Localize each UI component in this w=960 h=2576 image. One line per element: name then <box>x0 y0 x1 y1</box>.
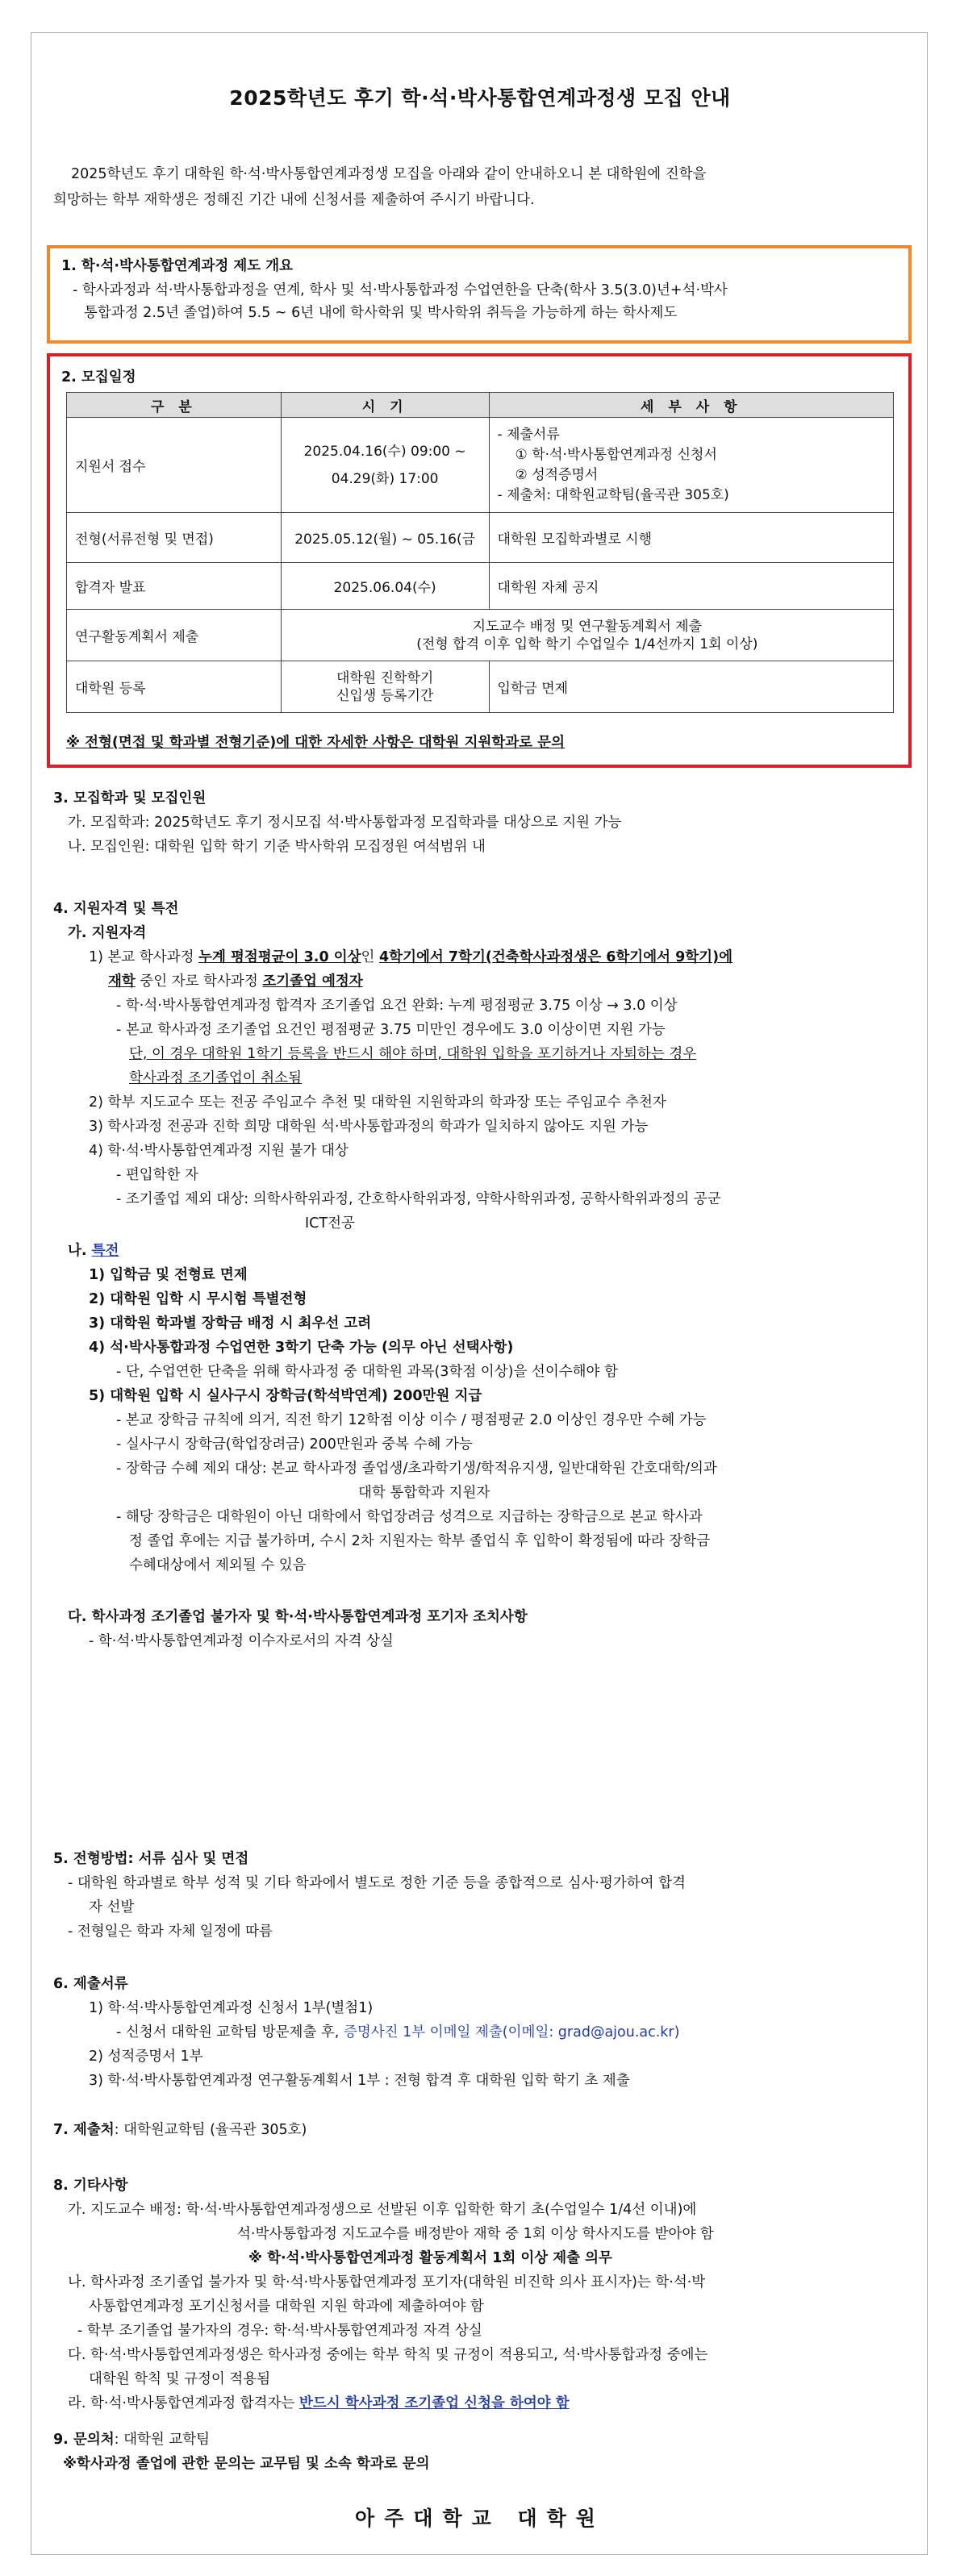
body-line: 정 졸업 후에는 지급 불가하며, 수시 2차 지원자는 학부 졸업식 후 입학이 확정됨에 따라 장학금 <box>129 1533 711 1549</box>
body-line: - 조기졸업 제외 대상: 의학사학위과정, 간호학사학위과정, 약학사학위과정, 공학사학위과정의 공군 <box>116 1191 721 1207</box>
text-run: : 대학원 교학팀 <box>114 2432 211 2448</box>
body-line: 4) 학·석·박사통합연계과정 지원 불가 대상 <box>89 1143 349 1159</box>
section-title: 9. 문의처 <box>53 2432 115 2448</box>
section-schedule-box <box>47 353 912 768</box>
schedule-table <box>66 392 894 713</box>
body-line: - 학·석·박사통합연계과정 합격자 조기졸업 요건 완화: 누계 평점평균 3.75 이상 → 3.0 이상 <box>116 998 678 1014</box>
body-line: - 단, 수업연한 단축을 위해 학사과정 중 대학원 과목(3학점 이상)을 선이수해야 함 <box>116 1364 618 1380</box>
body-line: 1) 입학금 및 전형료 면제 <box>89 1267 248 1283</box>
body-line: ICT전공 <box>305 1215 355 1232</box>
body-line: 사통합연계과정 포기신청서를 대학원 지원 학과에 제출하여야 함 <box>89 2299 484 2315</box>
section-title: 7. 제출처 <box>53 2122 115 2138</box>
subsection-title: 가. 지원자격 <box>68 925 147 941</box>
body-line: 대학원 학칙 및 규정이 적용됨 <box>89 2371 271 2387</box>
body-line <box>53 2118 916 2142</box>
cell-line: - 제출서류 <box>497 426 560 443</box>
body-line: 나. 모집인원: 대학원 입학 학기 기준 박사학위 모집정원 여석범위 내 <box>68 839 486 855</box>
table-cell: 2025.06.04(수) <box>281 563 489 610</box>
body-line <box>53 2428 916 2452</box>
text-run: 조기졸업 예정자 <box>262 973 363 990</box>
table-cell: 연구활동계획서 제출 <box>67 610 282 661</box>
section-eligibility <box>53 897 916 1653</box>
body-line: 3) 학·석·박사통합연계과정 연구활동계획서 1부 : 전형 합격 후 대학원 입학 학기 초 제출 <box>89 2073 630 2089</box>
table-cell: 합격자 발표 <box>67 563 282 610</box>
text-run: 누계 평점평균이 3.0 이상 <box>198 949 361 965</box>
body-line: 3) 대학원 학과별 장학금 배정 시 최우선 고려 <box>89 1315 372 1332</box>
body-line: - 학사과정과 석·박사통합과정을 연계, 학사 및 석·박사통합과정 수업연한을 단축(학사 3.5(3.0)년+석·박사 <box>73 282 728 298</box>
table-cell: 입학금 면제 <box>489 661 893 713</box>
intro-paragraph <box>53 161 908 213</box>
early-graduation-link[interactable]: 반드시 학사과정 조기졸업 신청을 하여야 함 <box>298 2395 570 2411</box>
table-cell: 지원서 접수 <box>67 418 282 513</box>
cell-line: 2025.04.16(수) 09:00 ~ <box>303 443 466 460</box>
body-line: 5) 대학원 입학 시 실사구시 장학금(학석박연계) 200만원 지급 <box>89 1388 482 1404</box>
text-run: 인 <box>361 949 379 965</box>
body-line: 2) 대학원 입학 시 무시험 특별전형 <box>89 1291 307 1307</box>
body-line: - 대학원 학과별로 학부 성적 및 기타 학과에서 별도로 정한 기준 등을 종합적으로 심사·평가하여 합격 <box>68 1875 686 1891</box>
table-cell: 대학원 모집학과별로 시행 <box>489 513 893 563</box>
body-line: 나. 학사과정 조기졸업 불가자 및 학·석·박사통합연계과정 포기자(대학원 비진학 의사 표시자)는 학·석·박 <box>68 2274 706 2290</box>
email-instruction: 증명사진 1부 이메일 제출(이메일: grad@ajou.ac.kr) <box>343 2024 680 2040</box>
table-cell <box>489 418 893 513</box>
body-line: 자 선발 <box>89 1899 135 1915</box>
text-run: : 대학원교학팀 (율곡관 305호) <box>114 2122 307 2138</box>
cell-line: (전형 합격 이후 입학 학기 수업일수 1/4선까지 1회 이상) <box>416 636 758 652</box>
body-line: - 본교 장학금 규칙에 의거, 직전 학기 12학점 이상 이수 / 평점평균 2.0 이상인 경우만 수혜 가능 <box>116 1412 707 1428</box>
cell-line: 04.29(화) 17:00 <box>331 470 439 487</box>
body-line <box>53 2391 916 2416</box>
section-overview-box <box>47 245 912 344</box>
body-line: - 전형일은 학과 자체 일정에 따름 <box>68 1924 273 1940</box>
section-body <box>73 279 895 324</box>
body-line: ※학사과정 졸업에 관한 문의는 교무팀 및 소속 학과로 문의 <box>63 2456 430 2472</box>
section-title: 6. 제출서류 <box>53 1976 128 1992</box>
section-submission-office <box>53 2118 916 2142</box>
body-line: 단, 이 경우 대학원 1학기 등록을 반드시 해야 하며, 대학원 입학을 포기하거나 자퇴하는 경우 <box>129 1046 697 1062</box>
text-run: 재학 <box>108 973 136 990</box>
section-title: 4. 지원자격 및 특전 <box>53 901 179 917</box>
section-contact <box>53 2428 916 2476</box>
body-line: 가. 지도교수 배정: 학·석·박사통합연계과정생으로 선발된 이후 입학한 학기 초(수업일수 1/4선 이내)에 <box>68 2202 697 2218</box>
body-line: 4) 석·박사통합과정 수업연한 3학기 단축 가능 (의무 아닌 선택사항) <box>89 1340 514 1356</box>
cell-line: ② 성적증명서 <box>515 466 599 483</box>
table-cell <box>281 661 489 713</box>
table-header-row <box>67 393 894 418</box>
section-recruitment <box>53 786 916 859</box>
body-line <box>53 945 916 969</box>
body-line: 다. 학·석·박사통합연계과정생은 학사과정 중에는 학부 학칙 및 규정이 적용되고, 석·박사통합과정 중에는 <box>68 2347 708 2363</box>
body-line: - 본교 학사과정 조기졸업 요건인 평점평균 3.75 미만인 경우에도 3.0 이상이면 지원 가능 <box>116 1022 666 1038</box>
subsection-title: 다. 학사과정 조기졸업 불가자 및 학·석·박사통합연계과정 포기자 조치사항 <box>68 1609 528 1625</box>
table-cell: 2025.05.12(월) ~ 05.16(금 <box>281 513 489 563</box>
cell-line: - 제출처: 대학원교학팀(율곡관 305호) <box>497 486 729 503</box>
table-header: 세 부 사 항 <box>489 393 893 418</box>
text-run: 나. <box>68 1243 92 1259</box>
body-line <box>53 969 916 994</box>
cell-line: 신입생 등록기간 <box>336 687 434 704</box>
body-line: - 학부 조기졸업 불가자의 경우: 학·석·박사통합연계과정 자격 상실 <box>77 2323 482 2339</box>
body-line: 석·박사통합과정 지도교수를 배정받아 재학 중 1회 이상 학사지도를 받아야 함 <box>237 2226 714 2242</box>
body-line: - 해당 장학금은 대학원이 아닌 대학에서 학업장려금 성격으로 지급하는 장학금으로 본교 학사과 <box>116 1509 703 1525</box>
body-line: ※ 학·석·박사통합연계과정 활동계획서 1회 이상 제출 의무 <box>248 2250 612 2266</box>
table-cell <box>281 418 489 513</box>
benefits-link[interactable]: 특전 <box>91 1243 119 1259</box>
table-row <box>67 513 894 563</box>
cell-line: 지도교수 배정 및 연구활동계획서 제출 <box>472 618 703 635</box>
section-selection <box>53 1847 916 1944</box>
body-line: 가. 모집학과: 2025학년도 후기 정시모집 석·박사통합과정 모집학과를 대상으로 지원 가능 <box>68 815 622 831</box>
table-cell: 대학원 등록 <box>67 661 282 713</box>
body-line: 3) 학사과정 전공과 진학 희망 대학원 석·박사통합과정의 학과가 일치하지 않아도 지원 가능 <box>89 1119 649 1135</box>
section-title: 3. 모집학과 및 모집인원 <box>53 790 207 807</box>
text-run: 라. 학·석·박사통합연계과정 합격자는 <box>68 2395 299 2411</box>
body-line: 통합과정 2.5년 졸업)하여 5.5 ~ 6년 내에 학사학위 및 박사학위 취득을 가능하게 하는 학사제도 <box>84 305 678 321</box>
body-line <box>53 2020 916 2045</box>
closing-signature: 아주대학교 대학원 <box>355 2507 605 2530</box>
cell-line: ① 학·석·박사통합연계과정 신청서 <box>515 446 717 463</box>
body-line: 1) 학·석·박사통합연계과정 신청서 1부(별첨1) <box>89 2000 374 2016</box>
page-title: 2025학년도 후기 학·석·박사통합연계과정생 모집 안내 <box>229 86 731 110</box>
section-title: 2. 모집일정 <box>61 369 136 386</box>
body-line: - 장학금 수혜 제외 대상: 본교 학사과정 졸업생/초과학기생/학적유지생, 일반대학원 간호대학/의과 <box>116 1461 717 1477</box>
text-run: 4학기에서 7학기(건축학사과정생은 6학기에서 9학기)에 <box>379 949 733 965</box>
cell-line: 대학원 진학학기 <box>336 669 434 686</box>
table-cell: 전형(서류전형 및 면접) <box>67 513 282 563</box>
table-row <box>67 661 894 713</box>
body-line: 수혜대상에서 제외될 수 있음 <box>129 1557 307 1574</box>
section-title: 8. 기타사항 <box>53 2178 128 2194</box>
table-cell <box>281 610 893 661</box>
table-cell: 대학원 자체 공지 <box>489 563 893 610</box>
body-line: 대학 통합학과 지원자 <box>358 1485 490 1501</box>
section-documents <box>53 1972 916 2093</box>
table-row <box>67 418 894 513</box>
section-other <box>53 2174 916 2416</box>
body-line: 2) 성적증명서 1부 <box>89 2049 203 2065</box>
subsection-title <box>53 1239 916 1263</box>
body-line: - 편입학한 자 <box>116 1167 198 1183</box>
body-line: 2) 학부 지도교수 또는 전공 주임교수 추천 및 대학원 지원학과의 학과장 또는 주임교수 추천자 <box>89 1094 666 1111</box>
table-header: 시 기 <box>281 393 489 418</box>
body-line: - 학·석·박사통합연계과정 이수자로서의 자격 상실 <box>89 1633 394 1649</box>
section-title: 1. 학·석·박사통합연계과정 제도 개요 <box>61 258 294 274</box>
intro-line: 희망하는 학부 재학생은 정해진 기간 내에 신청서를 제출하여 주시기 바랍니다. <box>53 192 535 208</box>
text-run: - 신청서 대학원 교학팀 방문제출 후, <box>116 2024 344 2040</box>
table-row <box>67 563 894 610</box>
table-header: 구 분 <box>67 393 282 418</box>
table-row <box>67 610 894 661</box>
text-run: 1) 본교 학사과정 <box>89 949 199 965</box>
intro-line: 2025학년도 후기 대학원 학·석·박사통합연계과정생 모집을 아래와 같이 안내하오니 본 대학원에 진학을 <box>71 166 707 182</box>
body-line: 학사과정 조기졸업이 취소됨 <box>129 1070 302 1086</box>
schedule-note: ※ 전형(면접 및 학과별 전형기준)에 대한 자세한 사항은 대학원 지원학과로 문의 <box>66 735 565 751</box>
section-title: 5. 전형방법: 서류 심사 및 면접 <box>53 1851 249 1867</box>
body-line: - 실사구시 장학금(학업장려금) 200만원과 중복 수혜 가능 <box>116 1436 473 1453</box>
text-run: 중인 자로 학사과정 <box>135 973 263 990</box>
